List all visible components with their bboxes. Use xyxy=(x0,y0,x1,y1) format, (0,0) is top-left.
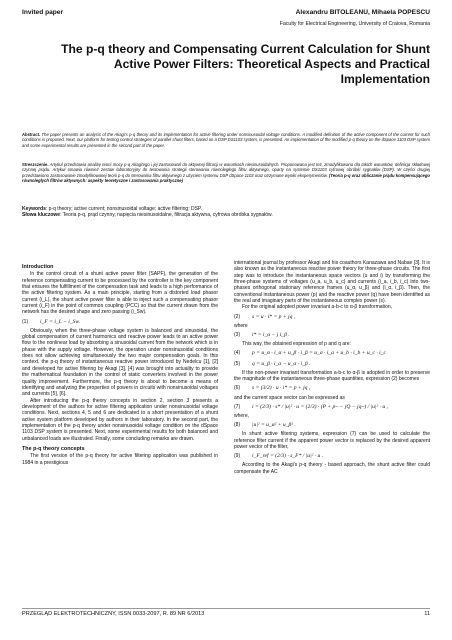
body-paragraph: international journal by professor Akagi and his coauthors Kanazawa and Nabae [3]. It is also known as the instantaneous reactive power theory for three-phase circuits. The first step was to introduce the instantaneous space vectors (u and i) by transforming the three-phase systems of voltages (u_a, u_b, u_c) and currents (i_a, i_b, i_c) into two-phases orthogonal stationary reference frames (u_α, u_β) and (i_α, i_β). Then, the conventional instantaneous power (p) and the reactive power (q) have been identified as the real and imaginary parts of the instantaneous complex power (s). xyxy=(234,260,430,305)
equation-body: q = u_β · i_α − u_α · i_β . xyxy=(252,360,311,367)
slowa-label: Słowa kluczowe xyxy=(22,212,61,219)
footer-journal: PRZEGLĄD ELEKTROTECHNICZNY, ISSN 0033-2097, R. 89 NR 6/2013 xyxy=(22,611,205,617)
body-paragraph: For the original adopted power invariant a-b-c to α-β transformation, xyxy=(242,304,393,311)
body-paragraph: This way, the obtained expression of p and q are: xyxy=(242,341,351,348)
equation-body: i = (2/3) · s* / |u|² · u = (2/3) · (P + p~ − jQ − jq~) / |u|² · u , xyxy=(252,403,388,410)
equation-8 xyxy=(234,421,430,430)
body-paragraph: If the non-power invariant transformation a-b-c to α-β is adopted in order to preserve the magnitude of the instantaneous three-phase quantities, expression (2) becomes xyxy=(234,369,430,383)
streszczenie xyxy=(22,162,430,183)
keywords-text: : p-q theory; active current; nonsinusoidal voltage; active filtering; DSP. xyxy=(45,206,203,212)
equation-body: |u|² = u_α² + u_β² . xyxy=(252,422,296,429)
equation-number: (9) xyxy=(234,453,241,460)
equation-number: (3) xyxy=(234,331,241,338)
equation-2 xyxy=(234,312,430,321)
intro-paragraph: After introducing the p-q theory concepts in section 2, section 3 presents a development of the authors for active filtering application under nonsinusoidal voltage conditions. Next, sections 4, 5 and 6 are dedicated to a short presentation of a shunt active system platform developed by authors in their laboratory. In the second part, the implementation of the p-q theory under nonsinusoidal voltage condition on the dSpace 1103 DSP system is presented. Next, some experimental results for both balanced and unbalanced loads are illustrated. Finally, some concluding remarks are drawn. xyxy=(22,397,218,442)
body-paragraph: According to the Akagi's p-q theory - based approach, the shunt active filter could compensate the AC xyxy=(234,462,430,475)
equation-body: p = u_α · i_α + u_β · i_β = u_a · i_a + u_b · i_b + u_c · i_c xyxy=(252,350,386,357)
header-authors: Alexandru BITOLEANU, Mihaela POPESCU xyxy=(295,9,430,16)
equation-number: (1) xyxy=(22,318,29,325)
slowa-text: : Teoria p-q, prąd czynny, napięcia niesinusoidalne, filtracja aktywna, cyfrowa obróbka sygnałów. xyxy=(60,212,273,219)
equation-body: i* = i_α − j i_β . xyxy=(252,331,290,338)
streszczenie-label: Streszczenie. xyxy=(22,162,49,167)
equation-number: (6) xyxy=(234,385,241,392)
equation-9 xyxy=(234,452,430,461)
streszczenie-text: Artykuł przedstawia analizę teorii mocy p-q Akagi'ego i jej zastosowań do aktywnej filtracji w warunkach niesinusoidalnych. Proponowana jest też, zmodyfikowana dla takich warunków, definicja składowej czynnej prądu. Artykuł omawia również zestaw laboratoryjny do testowania strategii sterowania równoległego filtru aktywnego, oparty na systemie DS1103 cyfrowej obróbki sygnałów (DSP). W części drugiej przedstawiono zastosowanie zmodyfikowanej teorii p-q do sterowania filtru aktywnego z użyciem systemu DSP dSpace 1103 oraz otrzymane wyniki eksperymentów. xyxy=(22,162,430,178)
equation-number: (7) xyxy=(234,403,241,410)
equation-body: i_F = i_L − i_Sw. xyxy=(40,318,81,325)
pq-heading: The p-q theory concepts xyxy=(22,445,85,452)
streszczenie-title: (Teoria p-q oraz obliczanie prądu kompensującego równoległych filtrów aktywnych: aspekty teoretyczne i zastosowania praktyczne) xyxy=(22,172,430,183)
equation-6 xyxy=(234,384,430,393)
equation-3 xyxy=(234,331,430,340)
equation-number: (4) xyxy=(234,350,241,357)
header-affiliation: Faculty for Electrical Engineering, University of Craiova, Romania xyxy=(279,21,430,27)
equation-body: i_F_ref = (2/3) · s_F* / |u|² · u . xyxy=(252,453,324,460)
keywords xyxy=(22,206,430,219)
pq-paragraph: The first version of the p-q theory for active filtering application was published in 1984 in a prestigious xyxy=(22,453,218,466)
body-text: where xyxy=(234,322,248,329)
equation-number: (8) xyxy=(234,422,241,429)
header-left: Invited paper xyxy=(22,9,64,16)
left-column xyxy=(22,260,218,466)
page-number: 11 xyxy=(424,611,430,617)
equation-1 xyxy=(22,317,218,326)
equation-body: s = (3/2) · u · i* = p + jq , xyxy=(252,385,311,392)
right-column xyxy=(234,260,430,475)
abstract-text: The paper presents an analysis of the Akagi's p-q theory and its implementation for active filtering under nonsinusoidal voltage conditions. A modified definition of the active component of the current for such conditions is proposed. Next, our platform for testing control strategies of parallel shunt filters, based on a DSP DS1103 system, is presented. An implementation of the modified p-q theory on the dSpace 1103 DSP system and some experimental results are presented in the second part of the paper. xyxy=(22,132,430,148)
intro-heading: Introduction xyxy=(22,264,54,270)
equation-body: s = u · i* = p + jq , xyxy=(252,313,296,320)
body-text: and the current space vector can be expressed as xyxy=(234,394,345,401)
intro-paragraph: In the control circuit of a shunt active power filter (SAPF), the generation of the reference compensating current to be processed by the controller is the key component that ensures the fulfillment of the compensation task and leads to a high performance of the active filtering system. As a main principle, starting from a distorted load phasor current (i_L), the shunt active power filter is able to inject such a compensating phasor current (i_F) in the point of common coupling (PCC) so that the current drawn from the network has the desired shape and zero passing (i_Sw). xyxy=(22,271,218,316)
equation-number: (2) xyxy=(234,313,241,320)
footer-rule xyxy=(22,608,430,609)
paper-title: The p-q theory and Compensating Current Calculation for Shunt Active Power Filters: Theoretical Aspects and Practical Implementation xyxy=(61,42,430,86)
keywords-label: Keywords xyxy=(22,206,46,212)
equation-7 xyxy=(234,402,430,411)
equation-4 xyxy=(234,349,430,358)
intro-paragraph: Obviously, when the three-phase voltage system is balanced and sinusoidal, the global compensation of current harmonics and reactive power leads to an active power flow to the nonlinear load by absorbing a sinusoidal current from the network which is in phase with the supply voltage. However, the operation under nonsinusoidal conditions does not allow achieving simultaneously the two major compensation goals. In this context, the p-q theory of instantaneous reactive power introduced by Nedelcu [1], [2] and developed for active filtering by Akagi [3], [4] was brought into actuality to provide the mathematical foundation in the control of static converters involved in the power quality improvement. Furthermore, the p-q theory is about to become a means of identifying and analyzing the properties of powers in circuits with nonsinusoidal voltages and currents [5], [6]. xyxy=(22,327,218,398)
equation-5 xyxy=(234,359,430,368)
body-text: where, xyxy=(234,412,250,419)
abstract-label: Abstract. xyxy=(22,132,41,137)
body-paragraph: In shunt active filtering systems, expression (7) can be used to calculate the reference filter current if the apparent power vector is replaced by the desired apparent power vector of the filter, xyxy=(234,431,430,450)
abstract xyxy=(22,132,430,148)
equation-number: (5) xyxy=(234,360,241,367)
